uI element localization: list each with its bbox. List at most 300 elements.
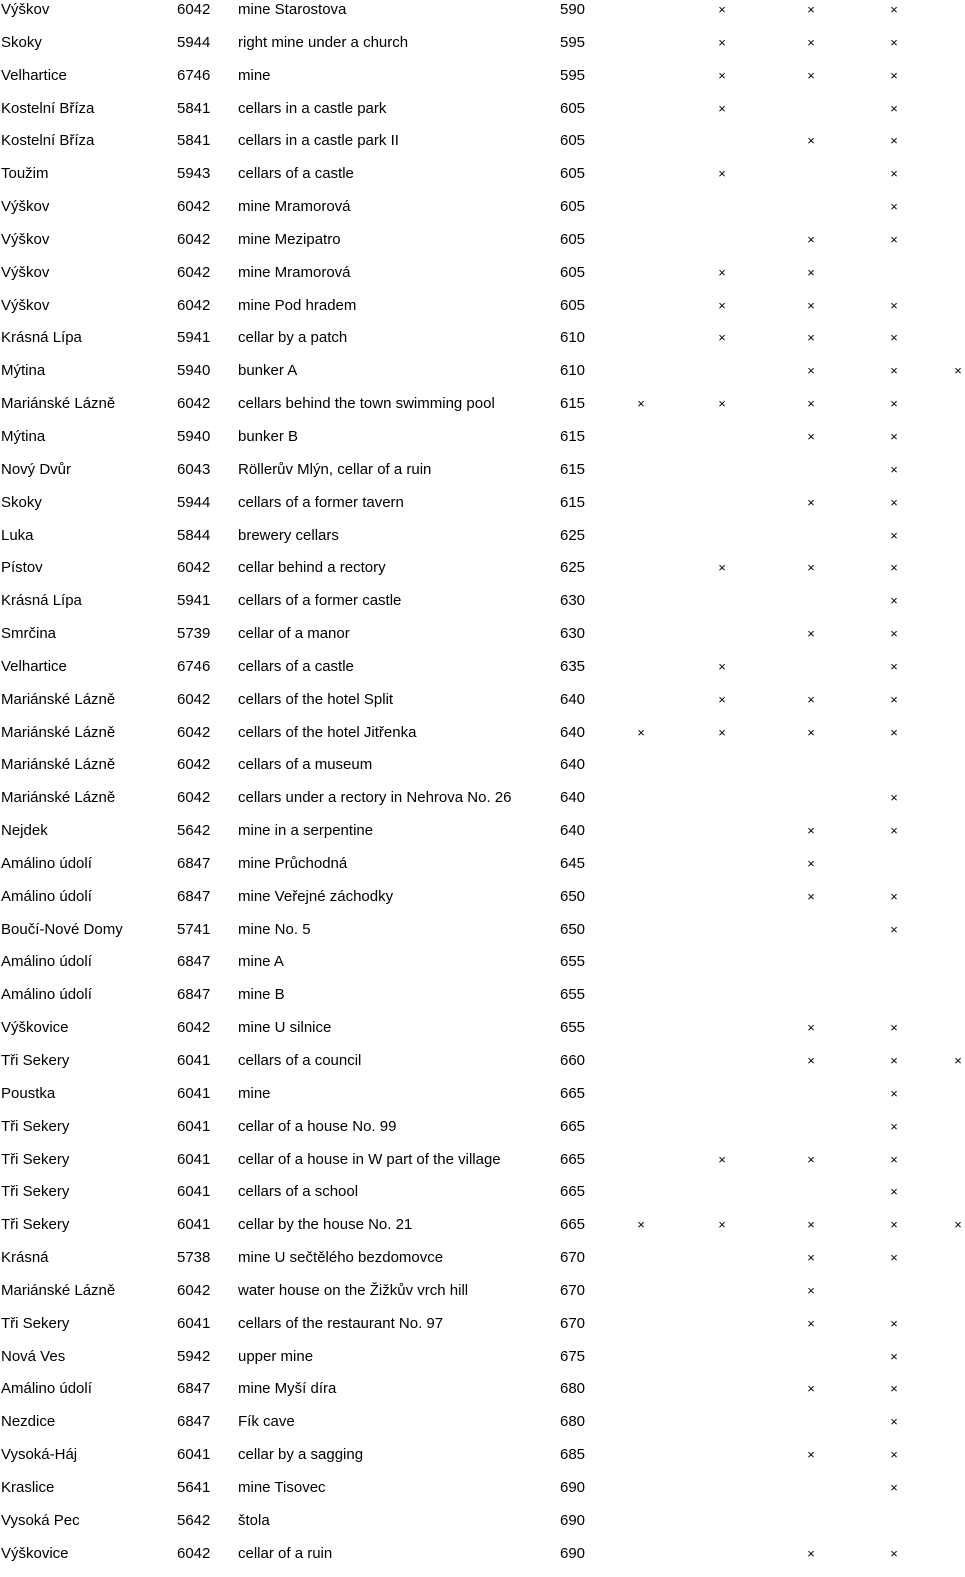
presence-mark-icon: × [718, 330, 726, 346]
altitude-cell: 605 [560, 296, 586, 314]
site-name-cell: mine Mezipatro [238, 230, 341, 248]
presence-mark-icon: × [807, 2, 815, 17]
locality-cell: Boučí-Nové Domy [1, 920, 123, 938]
site-name-cell: mine Mramorová [238, 263, 351, 281]
site-name-cell: mine in a serpentine [238, 822, 374, 840]
presence-mark-icon: × [807, 363, 815, 379]
map-code-cell: 6042 [177, 198, 211, 216]
site-name-cell: mine Myší díra [238, 1380, 337, 1398]
altitude-cell: 665 [560, 1117, 586, 1135]
altitude-cell: 655 [560, 953, 586, 971]
table-row [0, 1379, 960, 1412]
site-name-cell: cellar by a sagging [238, 1446, 364, 1464]
site-name-cell: mine Veřejné záchodky [238, 887, 394, 905]
presence-mark-icon: × [807, 494, 815, 510]
presence-mark-icon: × [807, 34, 815, 50]
map-code-cell: 5841 [177, 99, 211, 117]
site-name-cell: cellar by the house No. 21 [238, 1216, 413, 1234]
locality-cell: Luka [1, 526, 34, 544]
presence-mark-icon: × [718, 691, 726, 707]
presence-mark-icon: × [890, 593, 898, 609]
table-row [0, 1117, 960, 1150]
locality-cell: Výškov [1, 296, 50, 314]
presence-mark-icon: × [807, 888, 815, 904]
map-code-cell: 6042 [177, 690, 211, 708]
locality-cell: Amálino údolí [1, 854, 92, 872]
presence-mark-icon: × [890, 330, 898, 346]
table-row [0, 99, 960, 132]
presence-mark-icon: × [807, 1545, 815, 1561]
presence-mark-icon: × [890, 133, 898, 149]
locality-cell: Velhartice [1, 657, 67, 675]
site-name-cell: mine Pod hradem [238, 296, 357, 314]
presence-mark-icon: × [807, 428, 815, 444]
presence-mark-icon: × [890, 1053, 898, 1068]
locality-cell: Krásná [1, 1249, 49, 1267]
presence-mark-icon: × [807, 724, 815, 740]
map-code-cell: 6042 [177, 723, 211, 741]
locality-cell: Kostelní Bříza [1, 132, 95, 150]
table-row [0, 197, 960, 230]
altitude-cell: 665 [560, 1216, 586, 1234]
site-name-cell: cellar of a ruin [238, 1544, 333, 1562]
locality-cell: Mariánské Lázně [1, 789, 116, 807]
altitude-cell: 605 [560, 230, 586, 248]
site-name-cell: cellar behind a rectory [238, 559, 386, 577]
site-name-cell: right mine under a church [238, 33, 409, 51]
site-name-cell: cellars of a council [238, 1052, 362, 1069]
locality-cell: Mýtina [1, 427, 46, 445]
altitude-cell: 595 [560, 66, 586, 84]
table-row [0, 1511, 960, 1544]
table-row [0, 1018, 960, 1051]
site-name-cell: mine [238, 1084, 271, 1102]
site-name-cell: cellars of a castle [238, 165, 354, 183]
site-name-cell: Fík cave [238, 1413, 295, 1431]
locality-cell: Kostelní Bříza [1, 99, 95, 117]
presence-mark-icon: × [807, 1447, 815, 1463]
locality-cell: Mariánské Lázně [1, 395, 116, 413]
table-row [0, 952, 960, 985]
altitude-cell: 645 [560, 854, 586, 872]
map-code-cell: 5741 [177, 920, 211, 938]
presence-mark-icon: × [807, 396, 815, 412]
table-row [0, 591, 960, 624]
table-row [0, 624, 960, 657]
presence-mark-icon: × [890, 1217, 898, 1233]
presence-mark-icon: × [954, 1053, 962, 1068]
presence-mark-icon: × [718, 67, 726, 83]
presence-mark-icon: × [954, 1217, 962, 1233]
locality-cell: Mariánské Lázně [1, 756, 116, 774]
altitude-cell: 650 [560, 920, 586, 938]
presence-mark-icon: × [954, 363, 962, 379]
site-name-cell: cellars of a former tavern [238, 493, 404, 511]
locality-cell: Toužim [1, 165, 49, 183]
site-name-cell: cellars in a castle park II [238, 132, 399, 150]
presence-mark-icon: × [890, 1085, 898, 1101]
site-name-cell: cellars of the hotel Jitřenka [238, 723, 417, 741]
locality-cell: Výškov [1, 1, 50, 18]
presence-mark-icon: × [807, 560, 815, 576]
presence-mark-icon: × [890, 1348, 898, 1364]
site-name-cell: štola [238, 1511, 270, 1529]
locality-cell: Amálino údolí [1, 953, 92, 971]
locality-cell: Tři Sekery [1, 1183, 70, 1201]
presence-mark-icon: × [637, 724, 645, 740]
altitude-cell: 680 [560, 1413, 586, 1431]
table-row [0, 131, 960, 164]
presence-mark-icon: × [718, 100, 726, 116]
map-code-cell: 6042 [177, 1, 211, 18]
site-name-cell: mine A [238, 953, 284, 971]
presence-mark-icon: × [890, 1315, 898, 1331]
locality-cell: Nezdice [1, 1413, 56, 1431]
site-name-cell: mine Tisovec [238, 1478, 326, 1496]
presence-mark-icon: × [890, 1250, 898, 1266]
altitude-cell: 610 [560, 362, 586, 380]
altitude-cell: 690 [560, 1544, 586, 1562]
map-code-cell: 5641 [177, 1478, 211, 1496]
presence-mark-icon: × [807, 1381, 815, 1397]
altitude-cell: 670 [560, 1249, 586, 1267]
presence-mark-icon: × [718, 1217, 726, 1233]
altitude-cell: 680 [560, 1380, 586, 1398]
altitude-cell: 665 [560, 1183, 586, 1201]
presence-mark-icon: × [807, 626, 815, 642]
map-code-cell: 5944 [177, 33, 211, 51]
site-name-cell: cellars of a school [238, 1183, 359, 1201]
map-code-cell: 5940 [177, 362, 211, 380]
map-code-cell: 6042 [177, 230, 211, 248]
presence-mark-icon: × [890, 461, 898, 477]
presence-mark-icon: × [890, 34, 898, 50]
presence-mark-icon: × [890, 527, 898, 543]
map-code-cell: 6041 [177, 1084, 211, 1102]
presence-mark-icon: × [890, 428, 898, 444]
locality-cell: Výškovice [1, 1544, 69, 1562]
locality-cell: Výškov [1, 198, 50, 216]
table-row [0, 66, 960, 99]
locality-cell: Mariánské Lázně [1, 723, 116, 741]
locality-cell: Skoky [1, 493, 42, 511]
altitude-cell: 610 [560, 329, 586, 347]
presence-mark-icon: × [890, 166, 898, 182]
altitude-cell: 690 [560, 1478, 586, 1496]
altitude-cell: 675 [560, 1347, 586, 1365]
site-name-cell: mine Starostova [238, 1, 347, 18]
map-code-cell: 6041 [177, 1314, 211, 1332]
presence-mark-icon: × [807, 691, 815, 707]
map-code-cell: 5941 [177, 592, 211, 610]
presence-mark-icon: × [807, 231, 815, 247]
table-row [0, 1347, 960, 1380]
presence-mark-icon: × [718, 658, 726, 674]
presence-mark-icon: × [807, 1217, 815, 1233]
locality-cell: Nejdek [1, 822, 48, 840]
presence-mark-icon: × [718, 166, 726, 182]
locality-cell: Tři Sekery [1, 1314, 70, 1332]
table-row [0, 1445, 960, 1478]
map-code-cell: 6847 [177, 1413, 211, 1431]
map-code-cell: 6042 [177, 789, 211, 807]
altitude-cell: 670 [560, 1314, 586, 1332]
table-row [0, 33, 960, 66]
table-row [0, 460, 960, 493]
locality-cell: Mýtina [1, 362, 46, 380]
map-code-cell: 5642 [177, 1511, 211, 1529]
locality-cell: Výškovice [1, 1019, 69, 1037]
presence-mark-icon: × [890, 1447, 898, 1463]
map-code-cell: 6042 [177, 296, 211, 314]
site-name-cell: cellars of a castle [238, 657, 354, 675]
altitude-cell: 655 [560, 986, 586, 1004]
map-code-cell: 6847 [177, 986, 211, 1004]
altitude-cell: 640 [560, 822, 586, 840]
map-code-cell: 6746 [177, 66, 211, 84]
altitude-cell: 625 [560, 559, 586, 577]
locality-cell: Vysoká-Háj [1, 1446, 78, 1464]
locality-cell: Výškov [1, 230, 50, 248]
presence-mark-icon: × [890, 396, 898, 412]
table-row [0, 821, 960, 854]
table-row [0, 296, 960, 329]
table-row [0, 0, 960, 33]
locality-cell: Smrčina [1, 625, 57, 643]
locality-cell: Tři Sekery [1, 1117, 70, 1135]
presence-mark-icon: × [890, 626, 898, 642]
presence-mark-icon: × [807, 1282, 815, 1298]
presence-mark-icon: × [890, 888, 898, 904]
map-code-cell: 5940 [177, 427, 211, 445]
map-code-cell: 6041 [177, 1446, 211, 1464]
altitude-cell: 605 [560, 198, 586, 216]
site-name-cell: cellar of a house in W part of the village [238, 1150, 501, 1168]
site-name-cell: mine B [238, 986, 285, 1004]
map-code-cell: 6041 [177, 1216, 211, 1234]
site-name-cell: cellar by a patch [238, 329, 348, 347]
map-code-cell: 5844 [177, 526, 211, 544]
table-row [0, 164, 960, 197]
presence-mark-icon: × [718, 724, 726, 740]
altitude-cell: 640 [560, 789, 586, 807]
table-row [0, 361, 960, 394]
locality-cell: Nový Dvůr [1, 460, 72, 478]
table-row [0, 526, 960, 559]
site-name-cell: brewery cellars [238, 526, 339, 544]
presence-mark-icon: × [718, 1151, 726, 1167]
presence-mark-icon: × [890, 560, 898, 576]
altitude-cell: 625 [560, 526, 586, 544]
table-row [0, 854, 960, 887]
site-name-cell: upper mine [238, 1347, 314, 1365]
map-code-cell: 6042 [177, 395, 211, 413]
presence-mark-icon: × [807, 67, 815, 83]
presence-mark-icon: × [890, 2, 898, 17]
presence-mark-icon: × [718, 297, 726, 313]
presence-mark-icon: × [890, 724, 898, 740]
locality-cell: Pístov [1, 559, 43, 577]
locality-cell: Skoky [1, 33, 42, 51]
altitude-cell: 595 [560, 33, 586, 51]
map-code-cell: 5841 [177, 132, 211, 150]
table-row [0, 1182, 960, 1215]
altitude-cell: 590 [560, 1, 586, 18]
table-row [0, 1412, 960, 1445]
presence-mark-icon: × [890, 363, 898, 379]
table-row [0, 1051, 960, 1084]
presence-mark-icon: × [890, 790, 898, 806]
map-code-cell: 6042 [177, 559, 211, 577]
table-row [0, 263, 960, 296]
site-name-cell: bunker B [238, 427, 299, 445]
altitude-cell: 670 [560, 1281, 586, 1299]
presence-mark-icon: × [890, 1151, 898, 1167]
altitude-cell: 650 [560, 887, 586, 905]
locality-cell: Amálino údolí [1, 986, 92, 1004]
locality-cell: Výškov [1, 263, 50, 281]
presence-mark-icon: × [890, 1545, 898, 1561]
locality-cell: Tři Sekery [1, 1150, 70, 1168]
presence-mark-icon: × [890, 100, 898, 116]
altitude-cell: 655 [560, 1019, 586, 1037]
locality-cell: Amálino údolí [1, 1380, 92, 1398]
site-name-cell: cellars in a castle park [238, 99, 387, 117]
table-row [0, 887, 960, 920]
table-row [0, 657, 960, 690]
table-row [0, 493, 960, 526]
altitude-cell: 605 [560, 165, 586, 183]
altitude-cell: 615 [560, 460, 586, 478]
table-row [0, 690, 960, 723]
map-code-cell: 5642 [177, 822, 211, 840]
map-code-cell: 5944 [177, 493, 211, 511]
altitude-cell: 615 [560, 427, 586, 445]
table-row [0, 558, 960, 591]
altitude-cell: 660 [560, 1052, 586, 1069]
map-code-cell: 5739 [177, 625, 211, 643]
presence-mark-icon: × [807, 264, 815, 280]
site-name-cell: cellars behind the town swimming pool [238, 395, 495, 413]
presence-mark-icon: × [890, 658, 898, 674]
map-code-cell: 6847 [177, 887, 211, 905]
presence-mark-icon: × [890, 691, 898, 707]
presence-mark-icon: × [890, 494, 898, 510]
site-name-cell: mine Mramorová [238, 198, 351, 216]
table-row [0, 1314, 960, 1347]
presence-mark-icon: × [807, 1020, 815, 1036]
presence-mark-icon: × [890, 1118, 898, 1134]
table-row [0, 1544, 960, 1577]
presence-mark-icon: × [890, 231, 898, 247]
table-row [0, 1215, 960, 1248]
presence-mark-icon: × [718, 396, 726, 412]
presence-mark-icon: × [890, 921, 898, 937]
presence-mark-icon: × [637, 396, 645, 412]
locality-cell: Mariánské Lázně [1, 690, 116, 708]
presence-mark-icon: × [890, 1414, 898, 1430]
presence-mark-icon: × [807, 1151, 815, 1167]
altitude-cell: 665 [560, 1084, 586, 1102]
altitude-cell: 605 [560, 99, 586, 117]
presence-mark-icon: × [807, 330, 815, 346]
site-name-cell: Röllerův Mlýn, cellar of a ruin [238, 460, 432, 478]
map-code-cell: 6042 [177, 1019, 211, 1037]
locality-cell: Krásná Lípa [1, 592, 82, 610]
map-code-cell: 5738 [177, 1249, 211, 1267]
site-name-cell: water house on the Žižkův vrch hill [238, 1281, 469, 1299]
locality-cell: Poustka [1, 1084, 56, 1102]
map-code-cell: 5943 [177, 165, 211, 183]
map-code-cell: 6041 [177, 1183, 211, 1201]
altitude-cell: 635 [560, 657, 586, 675]
table-row [0, 985, 960, 1018]
map-code-cell: 6847 [177, 1380, 211, 1398]
altitude-cell: 615 [560, 395, 586, 413]
presence-mark-icon: × [807, 823, 815, 839]
altitude-cell: 605 [560, 263, 586, 281]
presence-mark-icon: × [807, 1053, 815, 1068]
map-code-cell: 6847 [177, 854, 211, 872]
presence-mark-icon: × [718, 34, 726, 50]
site-name-cell: cellar of a manor [238, 625, 350, 643]
presence-mark-icon: × [718, 2, 726, 17]
locality-cell: Velhartice [1, 66, 67, 84]
map-code-cell: 6042 [177, 263, 211, 281]
site-name-cell: cellars of the hotel Split [238, 690, 394, 708]
presence-mark-icon: × [890, 1020, 898, 1036]
site-name-cell: cellars under a rectory in Nehrova No. 26 [238, 789, 512, 807]
map-code-cell: 6042 [177, 1544, 211, 1562]
site-name-cell: bunker A [238, 362, 298, 380]
altitude-cell: 630 [560, 592, 586, 610]
altitude-cell: 685 [560, 1446, 586, 1464]
table-row [0, 920, 960, 953]
table-row [0, 427, 960, 460]
locality-cell: Tři Sekery [1, 1216, 70, 1234]
altitude-cell: 640 [560, 690, 586, 708]
site-name-cell: mine No. 5 [238, 920, 311, 938]
presence-mark-icon: × [637, 1217, 645, 1233]
altitude-cell: 605 [560, 132, 586, 150]
map-code-cell: 5941 [177, 329, 211, 347]
map-code-cell: 6041 [177, 1117, 211, 1135]
altitude-cell: 615 [560, 493, 586, 511]
presence-mark-icon: × [718, 264, 726, 280]
locality-cell: Mariánské Lázně [1, 1281, 116, 1299]
site-name-cell: mine U sečtělého bezdomovce [238, 1249, 444, 1267]
altitude-cell: 630 [560, 625, 586, 643]
presence-mark-icon: × [890, 1184, 898, 1200]
table-row [0, 788, 960, 821]
table-row [0, 1084, 960, 1117]
map-code-cell: 6042 [177, 756, 211, 774]
site-name-cell: cellar of a house No. 99 [238, 1117, 397, 1135]
presence-mark-icon: × [890, 1381, 898, 1397]
presence-mark-icon: × [890, 199, 898, 215]
altitude-cell: 690 [560, 1511, 586, 1529]
map-code-cell: 6847 [177, 953, 211, 971]
table-row [0, 1478, 960, 1511]
presence-mark-icon: × [807, 855, 815, 871]
site-name-cell: cellars of the restaurant No. 97 [238, 1314, 444, 1332]
locality-cell: Nová Ves [1, 1347, 66, 1365]
site-name-cell: mine U silnice [238, 1019, 332, 1037]
presence-mark-icon: × [890, 1479, 898, 1495]
table-row [0, 1281, 960, 1314]
map-code-cell: 6043 [177, 460, 211, 478]
locality-cell: Vysoká Pec [1, 1511, 80, 1529]
